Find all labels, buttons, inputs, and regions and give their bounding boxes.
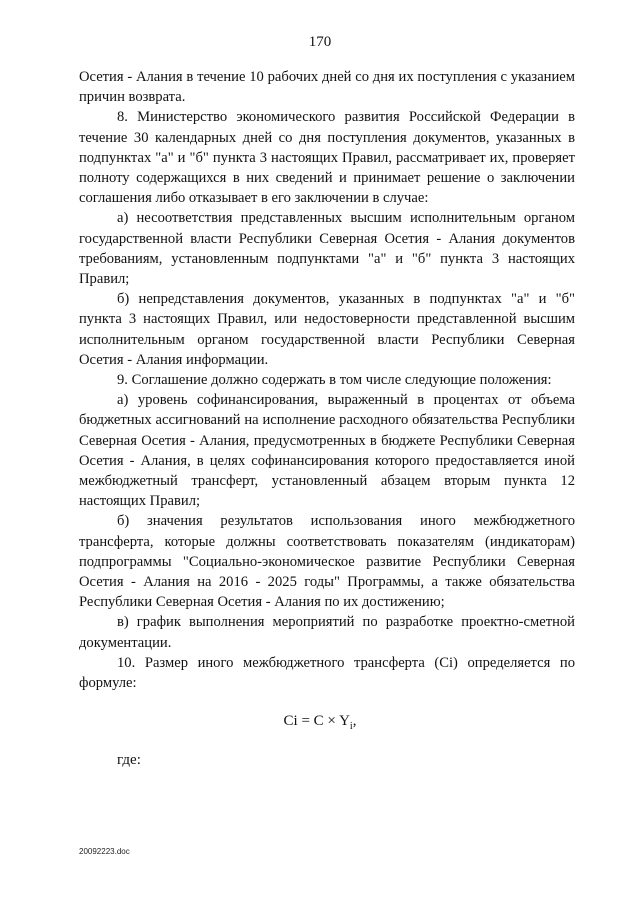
formula-subscript: i [349, 721, 353, 732]
footer-file-code: 20092223.doc [79, 847, 130, 856]
body-text [79, 67, 575, 693]
paragraph: а) несоответствия представленных высшим исполнительным органом государственной власти Республики Северная Осетия - Алания документов требованиям, установленным подпунктами "а" и "б" пункта 3 настоящих Правил; [79, 210, 575, 288]
paragraph: 9. Соглашение должно содержать в том числе следующие положения: [117, 372, 552, 389]
paragraph: 8. Министерство экономического развития Российской Федерации в течение 30 календарных дней со дня поступления документов, указанных в подпунктах "а" и "б" пункта 3 настоящих Правил, рассматривает их, проверяет полноту содержащихся в них сведений и принимает решение о заключении соглашения либо отказывает в его заключении в случае: [79, 109, 575, 207]
paragraph: в) график выполнения мероприятий по разработке проектно-сметной документации. [79, 614, 575, 651]
formula-main: Ci = C × Y [283, 713, 350, 729]
formula-tail: , [352, 713, 357, 729]
paragraph: а) уровень софинансирования, выраженный в процентах от объема бюджетных ассигнований на исполнение расходного обязательства Республики Северная Осетия - Алания, предусмотренных в бюджете Республики Северная Осетия - Алания, в целях софинансирования которого предоставляется иной межбюджетный трансферт, установленный абзацем вторым пункта 12 настоящих Правил; [79, 392, 575, 510]
paragraph: б) значения результатов использования иного межбюджетного трансферта, которые должны соответствовать показателям (индикаторам) подпрограммы "Социально-экономическое развитие Республики Северная Осетия - Алания на 2016 - 2025 годы" Программы, а также обязательства Республики Северная Осетия - Алания по их достижению; [79, 513, 575, 611]
formula [0, 713, 640, 732]
paragraph: Осетия - Алания в течение 10 рабочих дней со дня их поступления с указанием причин возврата. [79, 69, 575, 106]
where-label: где: [117, 752, 141, 768]
paragraph: б) непредставления документов, указанных в подпунктах "а" и "б" пункта 3 настоящих Правил, или недостоверности представленной высшим исполнительным органом государственной власти Республики Северная Осетия - Алания информации. [79, 291, 575, 368]
page-number: 170 [308, 34, 332, 50]
paragraph: 10. Размер иного межбюджетного трансферта (Ci) определяется по формуле: [79, 654, 575, 692]
